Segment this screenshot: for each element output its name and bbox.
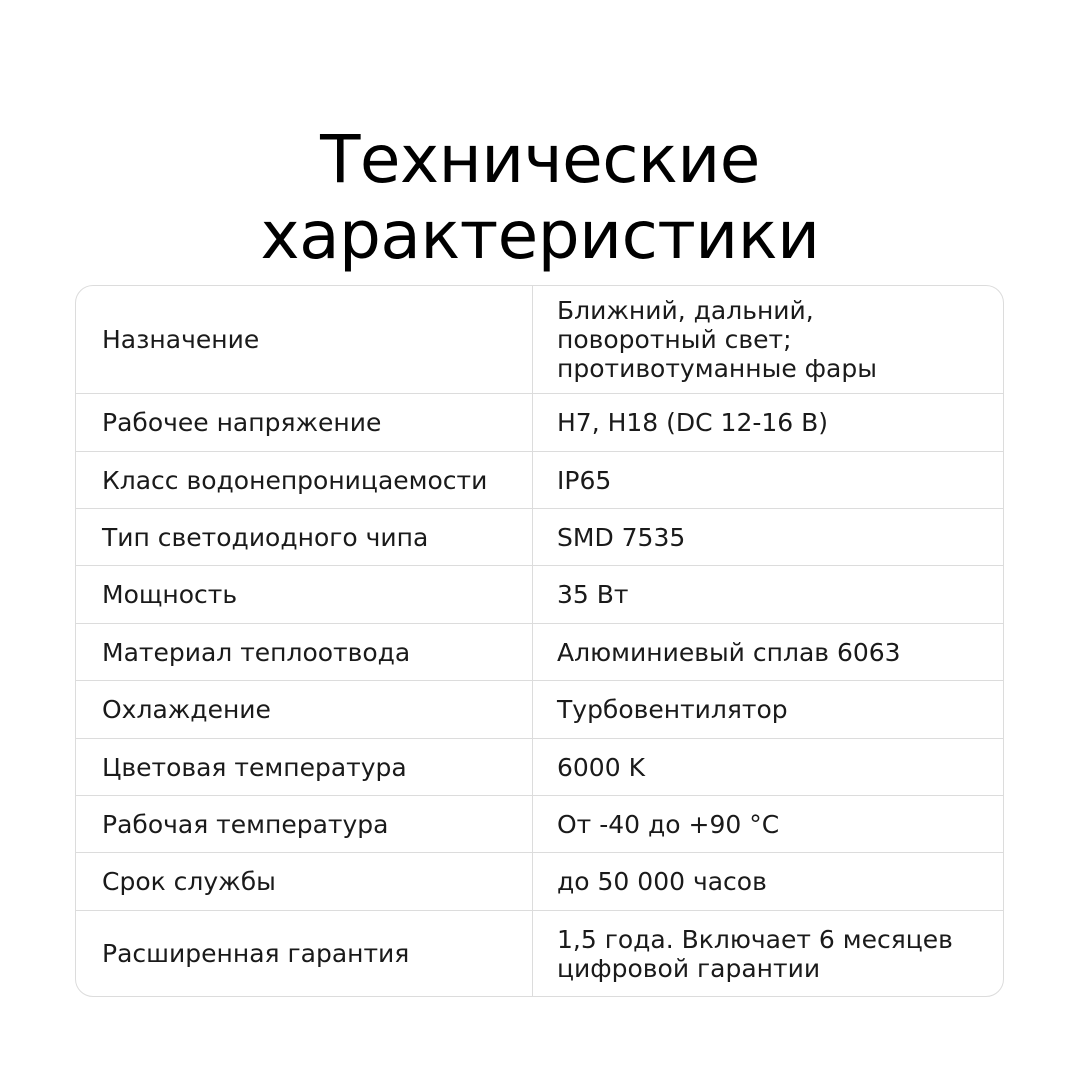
table-row xyxy=(76,795,1003,852)
spec-name: Цветовая температура xyxy=(76,739,533,795)
table-row xyxy=(76,910,1003,996)
spec-value xyxy=(533,394,1003,451)
spec-value xyxy=(533,452,1003,508)
spec-value-text: SMD 7535 xyxy=(557,522,686,552)
spec-name: Рабочее напряжение xyxy=(76,394,533,451)
spec-name: Срок службы xyxy=(76,853,533,910)
spec-value-text: 6000 K xyxy=(557,752,645,782)
spec-value-text: От -40 до +90 °C xyxy=(557,809,780,839)
specifications-table xyxy=(75,285,1004,997)
spec-name: Расширенная гарантия xyxy=(76,911,533,996)
spec-name: Охлаждение xyxy=(76,681,533,738)
spec-value-text: Ближний, дальний, поворотный свет; противотуманные фары xyxy=(557,296,877,383)
spec-value xyxy=(533,739,1003,795)
title-line-1: Технические xyxy=(320,121,760,199)
table-row xyxy=(76,451,1003,508)
spec-value xyxy=(533,681,1003,738)
spec-name: Тип светодиодного чипа xyxy=(76,509,533,565)
spec-value xyxy=(533,853,1003,910)
spec-value-text: H7, H18 (DC 12-16 В) xyxy=(557,408,829,437)
spec-value xyxy=(533,566,1003,623)
spec-value-text: 1,5 года. Включает 6 месяцев цифровой гарантии xyxy=(557,924,953,983)
spec-value xyxy=(533,509,1003,565)
table-row xyxy=(76,393,1003,451)
table-row xyxy=(76,565,1003,623)
spec-value-text: Алюминиевый сплав 6063 xyxy=(557,637,901,667)
table-row xyxy=(76,852,1003,910)
table-row xyxy=(76,738,1003,795)
spec-value xyxy=(533,911,1003,996)
spec-name: Рабочая температура xyxy=(76,796,533,852)
spec-value xyxy=(533,796,1003,852)
page-title xyxy=(0,122,1080,274)
spec-value-text: 35 Вт xyxy=(557,580,629,609)
spec-name: Материал теплоотвода xyxy=(76,624,533,680)
spec-name: Мощность xyxy=(76,566,533,623)
spec-value xyxy=(533,624,1003,680)
spec-value-text: до 50 000 часов xyxy=(557,867,767,896)
spec-value-text: IP65 xyxy=(557,465,612,495)
spec-name: Назначение xyxy=(76,286,533,393)
table-row xyxy=(76,508,1003,565)
table-row xyxy=(76,623,1003,680)
table-row xyxy=(76,680,1003,738)
title-line-2: характеристики xyxy=(260,197,820,275)
spec-name: Класс водонепроницаемости xyxy=(76,452,533,508)
spec-value xyxy=(533,286,1003,393)
table-row xyxy=(76,286,1003,393)
spec-value-text: Турбовентилятор xyxy=(557,695,788,724)
